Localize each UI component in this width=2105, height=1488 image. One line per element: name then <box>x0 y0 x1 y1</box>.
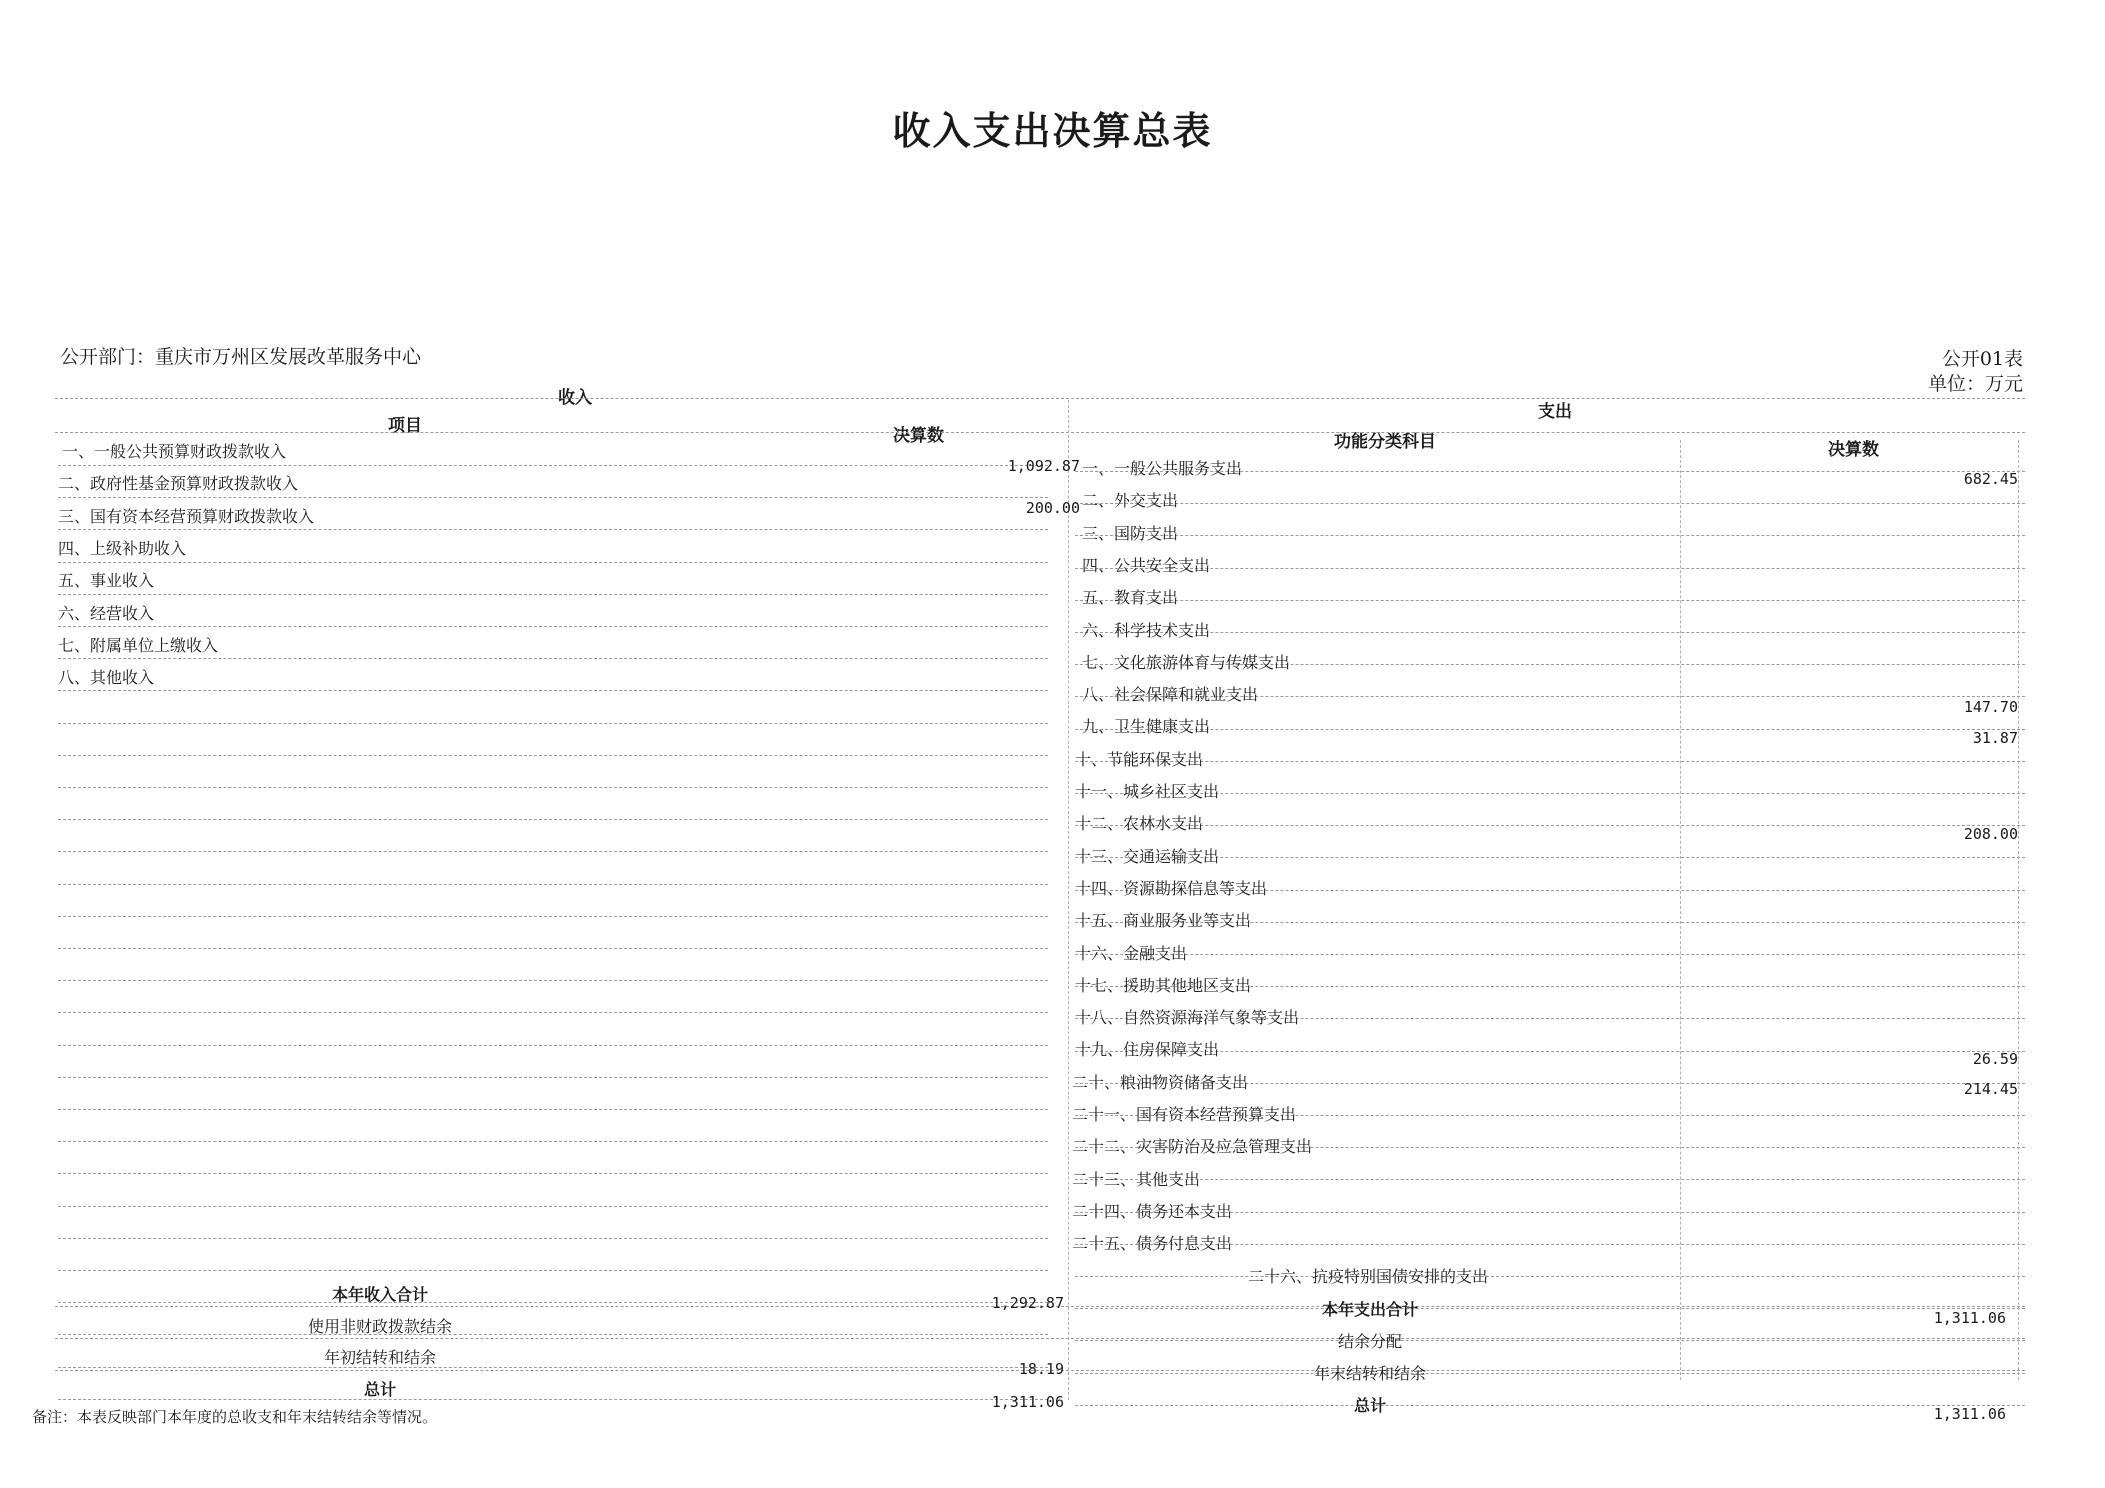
income-row-value: 200.00 <box>1025 499 1080 517</box>
expense-row-label: 八、社会保障和就业支出 <box>1082 685 1259 705</box>
expense-row-label: 十、节能环保支出 <box>1075 749 1204 769</box>
grid-line <box>58 1270 1048 1271</box>
expense-total-label: 总计 <box>1353 1396 1386 1415</box>
income-header: 收入 <box>558 388 592 408</box>
expense-row-label: 十六、金融支出 <box>1075 943 1188 963</box>
expense-row-label: 十七、援助其他地区支出 <box>1075 975 1252 995</box>
income-total-value: 1,311.06 <box>991 1393 1064 1411</box>
grid-line <box>1075 761 2025 762</box>
expense-row-label: 二十二、灾害防治及应急管理支出 <box>1072 1137 1313 1157</box>
grid-line <box>1068 400 1069 1400</box>
grid-line <box>1075 1308 2025 1309</box>
grid-line <box>58 1012 1048 1013</box>
grid-line <box>58 1077 1048 1078</box>
grid-line <box>58 1206 1048 1207</box>
expense-row-label: 十四、资源勘探信息等支出 <box>1075 878 1268 898</box>
expense-row-label: 十九、住房保障支出 <box>1075 1040 1220 1060</box>
grid-line <box>58 948 1048 949</box>
expense-row-label: 二十、粮油物资储备支出 <box>1072 1072 1249 1092</box>
expense-row-label: 二十一、国有资本经营预算支出 <box>1072 1105 1297 1124</box>
grid-line <box>58 497 1048 498</box>
grid-line <box>58 626 1048 627</box>
expense-row-label: 九、卫生健康支出 <box>1082 717 1211 737</box>
expense-row-value: 214.45 <box>1963 1080 2018 1098</box>
grid-line <box>1075 1276 2025 1277</box>
grid-line <box>1075 729 2025 730</box>
income-total-label: 使用非财政拨款结余 <box>307 1317 452 1336</box>
grid-line <box>58 723 1048 724</box>
grid-line <box>58 1141 1048 1142</box>
grid-line <box>58 465 1048 466</box>
income-total-label: 本年收入合计 <box>331 1285 428 1304</box>
table-code: 公开01表 <box>1941 348 2023 370</box>
income-row-label: 四、上级补助收入 <box>58 539 187 558</box>
expense-amount-column-header: 决算数 <box>1828 440 1879 460</box>
income-row-label: 六、经营收入 <box>58 604 155 623</box>
expense-row-value: 31.87 <box>1972 729 2018 747</box>
item-column-header: 项目 <box>388 416 422 436</box>
grid-line <box>1075 954 2025 955</box>
grid-line <box>2018 440 2019 1380</box>
expense-row-label: 四、公共安全支出 <box>1082 555 1211 575</box>
grid-line <box>58 1109 1048 1110</box>
expense-total-label: 结余分配 <box>1337 1332 1402 1351</box>
grid-line <box>58 1173 1048 1174</box>
expense-row-label: 二、外交支出 <box>1082 491 1179 511</box>
expense-row-label: 十五、商业服务业等支出 <box>1075 911 1252 931</box>
grid-line <box>1075 535 2025 536</box>
function-class-column-header: 功能分类科目 <box>1334 432 1436 452</box>
expense-row-label: 二十四、债务还本支出 <box>1072 1201 1233 1221</box>
grid-line <box>58 594 1048 595</box>
expense-row-value: 147.70 <box>1963 698 2018 716</box>
income-row-label: 三、国有资本经营预算财政拨款收入 <box>58 507 315 526</box>
income-row-label: 五、事业收入 <box>58 571 155 590</box>
expense-row-label: 五、教育支出 <box>1082 588 1179 608</box>
expense-row-label: 七、文化旅游体育与传媒支出 <box>1082 652 1291 672</box>
grid-line <box>58 562 1048 563</box>
grid-line <box>1075 503 2025 504</box>
footnote: 备注：本表反映部门本年度的总收支和年末结转结余等情况。 <box>32 1408 438 1426</box>
grid-line <box>55 398 2025 399</box>
expense-total-label: 年末结转和结余 <box>1313 1364 1426 1383</box>
grid-line <box>1075 1405 2025 1406</box>
grid-line <box>1075 825 2025 826</box>
grid-line <box>1075 632 2025 633</box>
department-label: 公开部门：重庆市万州区发展改革服务中心 <box>60 346 422 368</box>
grid-line <box>58 755 1048 756</box>
grid-line <box>1075 568 2025 569</box>
grid-line <box>58 690 1048 691</box>
grid-line <box>58 819 1048 820</box>
expense-row-label: 六、科学技术支出 <box>1082 620 1211 640</box>
income-row-label: 八、其他收入 <box>58 668 155 687</box>
income-row-label: 二、政府性基金预算财政拨款收入 <box>58 474 299 493</box>
page-title: 收入支出决算总表 <box>892 109 1213 153</box>
grid-line <box>1075 1179 2025 1180</box>
income-total-value: 1,292.87 <box>991 1294 1064 1312</box>
expense-row-label: 十八、自然资源海洋气象等支出 <box>1075 1008 1300 1028</box>
income-amount-column-header: 决算数 <box>893 426 944 446</box>
grid-line <box>58 916 1048 917</box>
expense-total-label: 本年支出合计 <box>1321 1300 1418 1319</box>
unit-label: 单位：万元 <box>1927 373 2023 395</box>
grid-line <box>1075 1340 2025 1341</box>
grid-line <box>58 658 1048 659</box>
grid-line <box>55 1338 2025 1339</box>
grid-line <box>58 787 1048 788</box>
expense-header: 支出 <box>1538 402 1572 422</box>
income-row-value: 1,092.87 <box>1007 457 1080 475</box>
grid-line <box>1680 440 1681 1380</box>
expense-total-value: 1,311.06 <box>1933 1405 2006 1423</box>
grid-line <box>58 980 1048 981</box>
expense-row-label: 十二、农林水支出 <box>1075 814 1204 834</box>
expense-row-label: 三、国防支出 <box>1082 523 1179 543</box>
expense-row-label: 一、一般公共服务支出 <box>1082 459 1243 478</box>
expense-row-label: 十三、交通运输支出 <box>1075 846 1220 866</box>
expense-row-label: 二十六、抗疫特别国债安排的支出 <box>1248 1266 1489 1286</box>
grid-line <box>1075 1373 2025 1374</box>
grid-line <box>58 1045 1048 1046</box>
income-row-label: 七、附属单位上缴收入 <box>58 636 219 655</box>
income-total-label: 总计 <box>363 1380 396 1399</box>
grid-line <box>58 1238 1048 1239</box>
expense-row-label: 二十三、其他支出 <box>1072 1169 1201 1189</box>
income-row-label: 一、一般公共预算财政拨款收入 <box>62 442 287 461</box>
grid-line <box>58 884 1048 885</box>
income-total-value: 18.19 <box>1018 1360 1064 1378</box>
grid-line <box>55 432 2025 433</box>
expense-row-value: 26.59 <box>1972 1050 2018 1068</box>
expense-row-label: 二十五、债务付息支出 <box>1072 1234 1233 1254</box>
income-total-label: 年初结转和结余 <box>323 1348 436 1367</box>
grid-line <box>1075 600 2025 601</box>
expense-row-value: 682.45 <box>1963 470 2018 488</box>
expense-row-label: 十一、城乡社区支出 <box>1075 782 1220 801</box>
grid-line <box>58 529 1048 530</box>
expense-row-value: 208.00 <box>1963 825 2018 843</box>
grid-line <box>58 851 1048 852</box>
expense-total-value: 1,311.06 <box>1933 1309 2006 1327</box>
